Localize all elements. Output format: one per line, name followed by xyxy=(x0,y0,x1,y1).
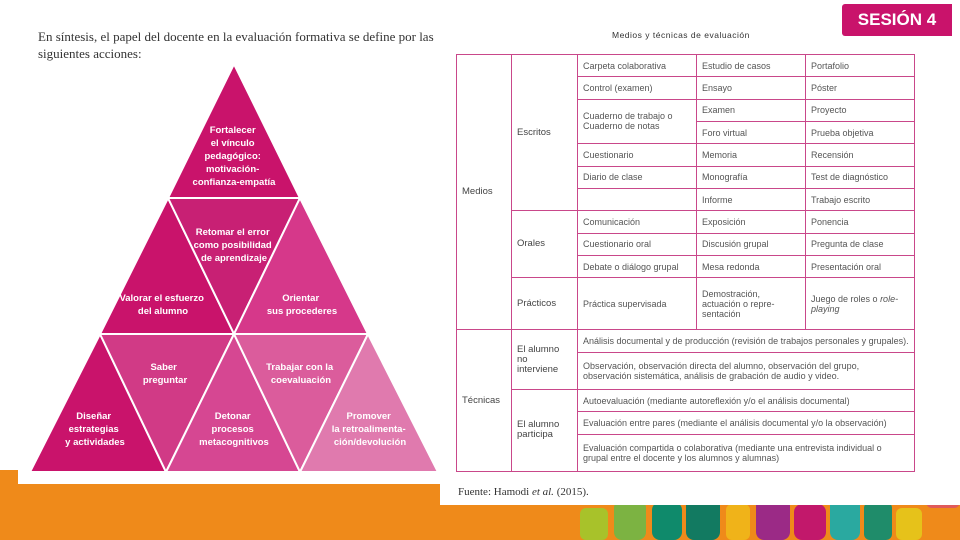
table-cell: Presentación oral xyxy=(806,255,915,277)
tecnicas-cell: Técnicas xyxy=(457,330,512,472)
evaluation-techniques-table xyxy=(456,54,915,472)
cell-line: El alumno xyxy=(517,419,560,431)
table-cell: Autoevaluación (mediante autoreflexión y/o el análisis documental) xyxy=(578,389,915,411)
table-row xyxy=(457,211,915,233)
table-cell: Demostración, actuación o repre-sentación xyxy=(697,278,806,330)
deco-block xyxy=(614,500,646,540)
table-cell: Práctica supervisada xyxy=(578,278,697,330)
pyr-bot-1-label: Diseñar estrategias y actividades xyxy=(65,411,125,448)
table-cell: Discusión grupal xyxy=(697,233,806,255)
participa-cell xyxy=(512,389,578,471)
cell-text-italic: role-playing xyxy=(811,293,899,314)
table-cell: Cuestionario oral xyxy=(578,233,697,255)
table-row xyxy=(457,389,915,411)
table-cell xyxy=(578,188,697,210)
table-cell: Debate o diálogo grupal xyxy=(578,255,697,277)
deco-block xyxy=(580,508,608,540)
table-cell: Análisis documental y de producción (revisión de trabajos personales y grupales). xyxy=(578,330,915,352)
pyr-mid-right-label: Orientar sus procederes xyxy=(266,293,338,317)
escritos-cell: Escritos xyxy=(512,55,578,211)
table-cell: Ponencia xyxy=(806,211,915,233)
table-cell: Ensayo xyxy=(697,77,806,99)
table-cell: Mesa redonda xyxy=(697,255,806,277)
teacher-role-pyramid xyxy=(28,62,440,474)
table-cell: Proyecto xyxy=(806,99,915,121)
table-cell: Exposición xyxy=(697,211,806,233)
source-citation xyxy=(458,486,589,498)
table-cell: Prueba objetiva xyxy=(806,121,915,143)
table-row xyxy=(457,55,915,77)
table-cell: Póster xyxy=(806,77,915,99)
table-cell: Monografía xyxy=(697,166,806,188)
pyr-top-label: Fortalecer el vínculo pedagógico: motivación- confianza-empatía xyxy=(192,125,276,188)
table-cell: Cuaderno de trabajo o Cuaderno de notas xyxy=(578,99,697,144)
table-cell: Comunicación xyxy=(578,211,697,233)
table-row xyxy=(457,330,915,352)
table-cell: Control (examen) xyxy=(578,77,697,99)
cell-text: Juego de roles o xyxy=(811,293,878,304)
table-cell: Pregunta de clase xyxy=(806,233,915,255)
source-etal: et al. xyxy=(531,486,554,498)
session-badge: SESIÓN 4 xyxy=(842,4,952,36)
table-cell: Observación, observación directa del alumno, observación del grupo, observación sistemática, análisis de grabación de audio y video. xyxy=(578,352,915,389)
pyr-bot-3-label: Detonar procesos metacognitivos xyxy=(199,411,269,448)
pyr-bot-2-label: Saber preguntar xyxy=(142,362,188,386)
orales-cell: Orales xyxy=(512,211,578,278)
cell-line: participa xyxy=(517,429,553,441)
deco-block xyxy=(652,502,682,540)
pyr-bot-4-label: Trabajar con la coevaluación xyxy=(266,362,334,386)
table-cell: Estudio de casos xyxy=(697,55,806,77)
table-cell: Examen xyxy=(697,99,806,121)
pyr-bot-5-label: Promover la retroalimenta- ción/devolución xyxy=(331,411,407,448)
deco-block xyxy=(864,502,892,540)
table-row xyxy=(457,278,915,330)
table-title: Medios y técnicas de evaluación xyxy=(612,30,750,40)
table-cell: Test de diagnóstico xyxy=(806,166,915,188)
deco-block xyxy=(726,504,750,540)
practicos-cell: Prácticos xyxy=(512,278,578,330)
table-cell: Carpeta colaborativa xyxy=(578,55,697,77)
cell-line: interviene xyxy=(517,363,559,375)
table-cell: Evaluación compartida o colaborativa (mediante una entrevista individual o grupal entre el docente y los alumnos y alumnas) xyxy=(578,434,915,471)
table-cell: Foro virtual xyxy=(697,121,806,143)
source-year: (2015). xyxy=(556,486,589,498)
deco-block xyxy=(794,504,826,540)
table-cell: Cuestionario xyxy=(578,144,697,166)
source-prefix: Fuente: Hamodi xyxy=(458,486,530,498)
table-cell xyxy=(806,278,915,330)
intro-text: En síntesis, el papel del docente en la evaluación formativa se define por las siguientes acciones: xyxy=(38,29,434,61)
cell-line: El alumno xyxy=(517,343,560,355)
table-cell: Diario de clase xyxy=(578,166,697,188)
no-interviene-cell xyxy=(512,330,578,390)
deco-block xyxy=(896,508,922,540)
table-cell: Informe xyxy=(697,188,806,210)
table-cell: Portafolio xyxy=(806,55,915,77)
table-cell: Trabajo escrito xyxy=(806,188,915,210)
table-cell: Evaluación entre pares (mediante el análisis documental y/o la observación) xyxy=(578,412,915,434)
pyr-mid-left-label: Valorar el esfuerzo del alumno xyxy=(119,293,204,317)
cell-line: no xyxy=(517,353,528,365)
table-cell: Recensión xyxy=(806,144,915,166)
medios-cell: Medios xyxy=(457,55,512,330)
table-cell: Memoria xyxy=(697,144,806,166)
pyr-mid-center-label: Retomar el error como posibilidad de aprendizaje xyxy=(193,227,272,264)
